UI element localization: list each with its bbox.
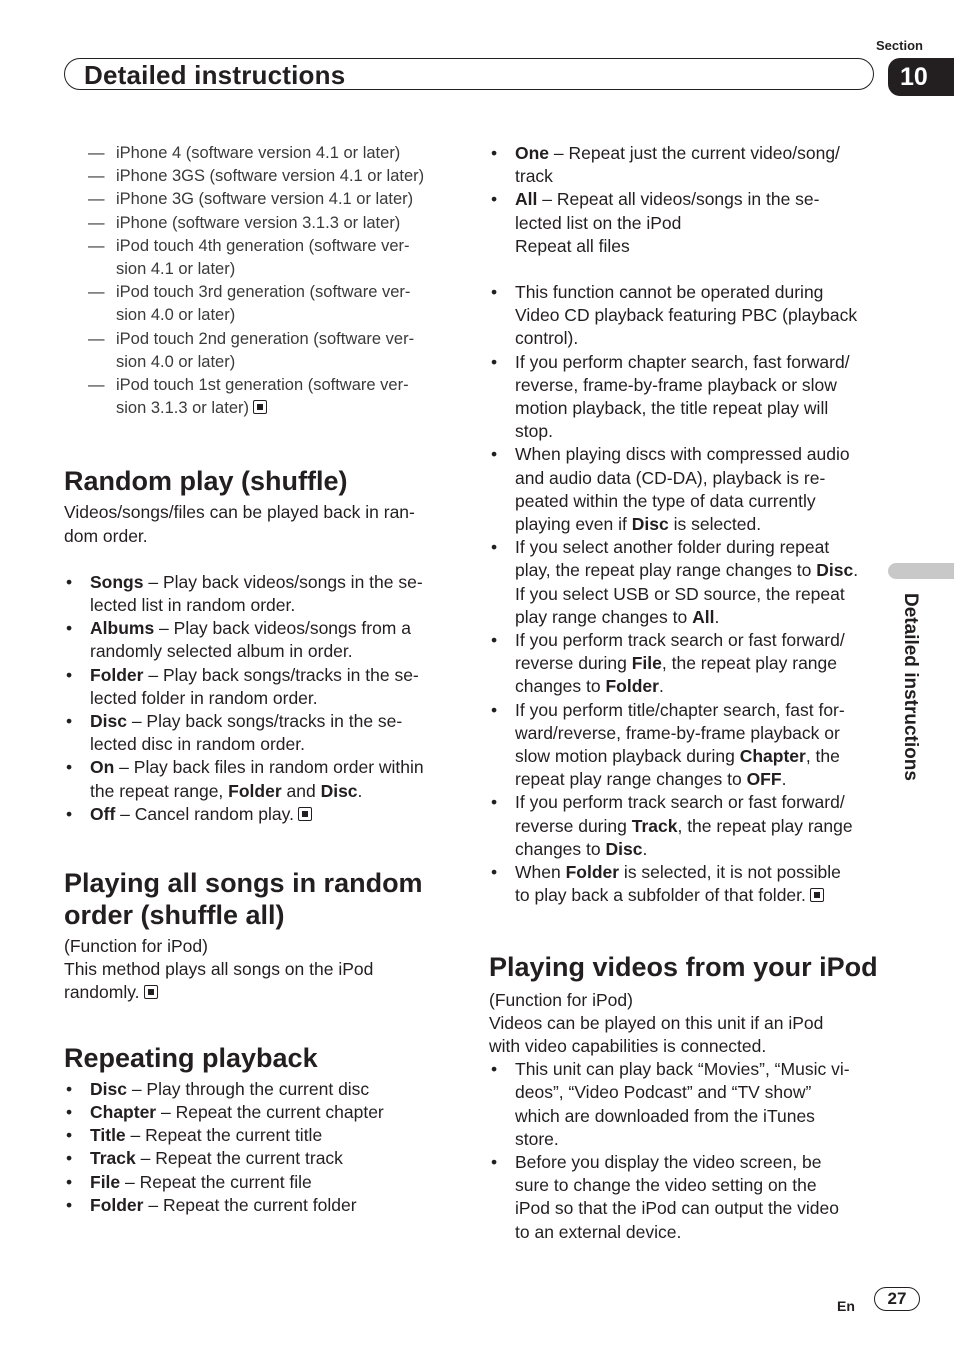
list-item: • When playing discs with compressed audio and audio data (CD-DA), playback is re- peated within the type of data currently playing even if Disc is selected. xyxy=(489,443,881,536)
section-number-badge: 10 xyxy=(888,58,954,96)
list-item: • On – Play back files in random order within the repeat range, Folder and Disc. xyxy=(64,756,454,802)
list-item: • Chapter – Repeat the current chapter xyxy=(64,1101,454,1124)
compat-list xyxy=(64,142,454,420)
list-item: • If you perform chapter search, fast forward/ reverse, frame-by-frame playback or slow motion playback, the title repeat play will stop. xyxy=(489,351,881,444)
side-tab xyxy=(888,563,954,579)
list-item: — iPod touch 1st generation (software ver- sion 3.1.3 or later) xyxy=(88,376,409,418)
stop-icon xyxy=(810,888,824,902)
side-label xyxy=(893,593,925,833)
list-item: • When Folder is selected, it is not possible to play back a subfolder of that folder. xyxy=(489,861,881,907)
side-label-text: Detailed instructions xyxy=(900,593,921,781)
heading-repeating-playback: Repeating playback xyxy=(64,1042,318,1073)
heading-playing-videos: Playing videos from your iPod xyxy=(489,951,878,982)
list-item: — iPhone 3GS (software version 4.1 or later) xyxy=(88,167,425,186)
list-item: • Disc – Play through the current disc xyxy=(64,1078,454,1101)
stop-icon xyxy=(253,400,267,414)
list-item: • Folder – Play back songs/tracks in the se- lected folder in random order. xyxy=(64,664,454,710)
stop-icon xyxy=(144,985,158,999)
videos-intro: (Function for iPod) Videos can be played on this unit if an iPod with video capabilities is connected. xyxy=(489,989,824,1056)
heading-random-play: Random play (shuffle) xyxy=(64,466,348,497)
header-title: Detailed instructions xyxy=(84,60,346,90)
page-number: 27 xyxy=(874,1287,920,1311)
list-item: • If you perform title/chapter search, fast for- ward/reverse, frame-by-frame playback or slow motion playback during Chapter, the repeat play range changes to OFF. xyxy=(489,699,881,792)
left-column xyxy=(64,142,454,1217)
shuffle-all-text: (Function for iPod) This method plays all songs on the iPod randomly. xyxy=(64,936,374,1003)
list-item: • Disc – Play back songs/tracks in the se- lected disc in random order. xyxy=(64,710,454,756)
list-item: — iPhone (software version 3.1.3 or later) xyxy=(88,213,401,232)
heading-shuffle-all: Playing all songs in random order (shuffle all) xyxy=(64,868,423,931)
notes-list xyxy=(489,281,881,907)
list-item: • File – Repeat the current file xyxy=(64,1171,454,1194)
list-item: • If you select another folder during repeat play, the repeat play range changes to Disc. If you select USB or SD source, the repeat play range changes to All. xyxy=(489,536,881,629)
list-item: • Songs – Play back videos/songs in the se- lected list in random order. xyxy=(64,571,454,617)
list-item: • Folder – Repeat the current folder xyxy=(64,1194,454,1217)
language-label: En xyxy=(837,1298,855,1314)
repeat-list xyxy=(64,1078,454,1217)
list-item: • This unit can play back “Movies”, “Music vi- deos”, “Video Podcast” and “TV show” which are downloaded from the iTunes store. xyxy=(489,1058,881,1151)
list-item: — iPod touch 3rd generation (software ver- sion 4.0 or later) xyxy=(88,283,411,325)
list-item: — iPod touch 2nd generation (software ver- sion 4.0 or later) xyxy=(88,329,415,371)
list-item: • Track – Repeat the current track xyxy=(64,1147,454,1170)
list-item: • One – Repeat just the current video/song/ track xyxy=(489,142,881,188)
random-intro: Videos/songs/files can be played back in ran- dom order. xyxy=(64,502,415,546)
section-label: Section xyxy=(876,38,923,53)
list-item: — iPhone 3G (software version 4.1 or later) xyxy=(88,190,414,209)
list-item: • Off – Cancel random play. xyxy=(64,803,454,826)
list-item: • Title – Repeat the current title xyxy=(64,1124,454,1147)
list-item: — iPhone 4 (software version 4.1 or later) xyxy=(88,144,401,162)
list-item: • Albums – Play back videos/songs from a randomly selected album in order. xyxy=(64,617,454,663)
list-item: — iPod touch 4th generation (software ver- sion 4.1 or later) xyxy=(88,236,410,279)
random-list xyxy=(64,571,454,826)
right-column xyxy=(489,142,881,1244)
repeat-list-continued xyxy=(489,142,881,258)
stop-icon xyxy=(298,807,312,821)
list-item: • Before you display the video screen, be sure to change the video setting on the iPod so that the iPod can output the video to an external device. xyxy=(489,1151,881,1244)
list-item: • If you perform track search or fast forward/ reverse during File, the repeat play range changes to Folder. xyxy=(489,629,881,699)
list-item: • If you perform track search or fast forward/ reverse during Track, the repeat play range changes to Disc. xyxy=(489,791,881,861)
list-item: • This function cannot be operated during Video CD playback featuring PBC (playback control). xyxy=(489,281,881,351)
videos-list xyxy=(489,1058,881,1244)
list-item: • All – Repeat all videos/songs in the se- lected list on the iPod Repeat all files xyxy=(489,188,881,258)
